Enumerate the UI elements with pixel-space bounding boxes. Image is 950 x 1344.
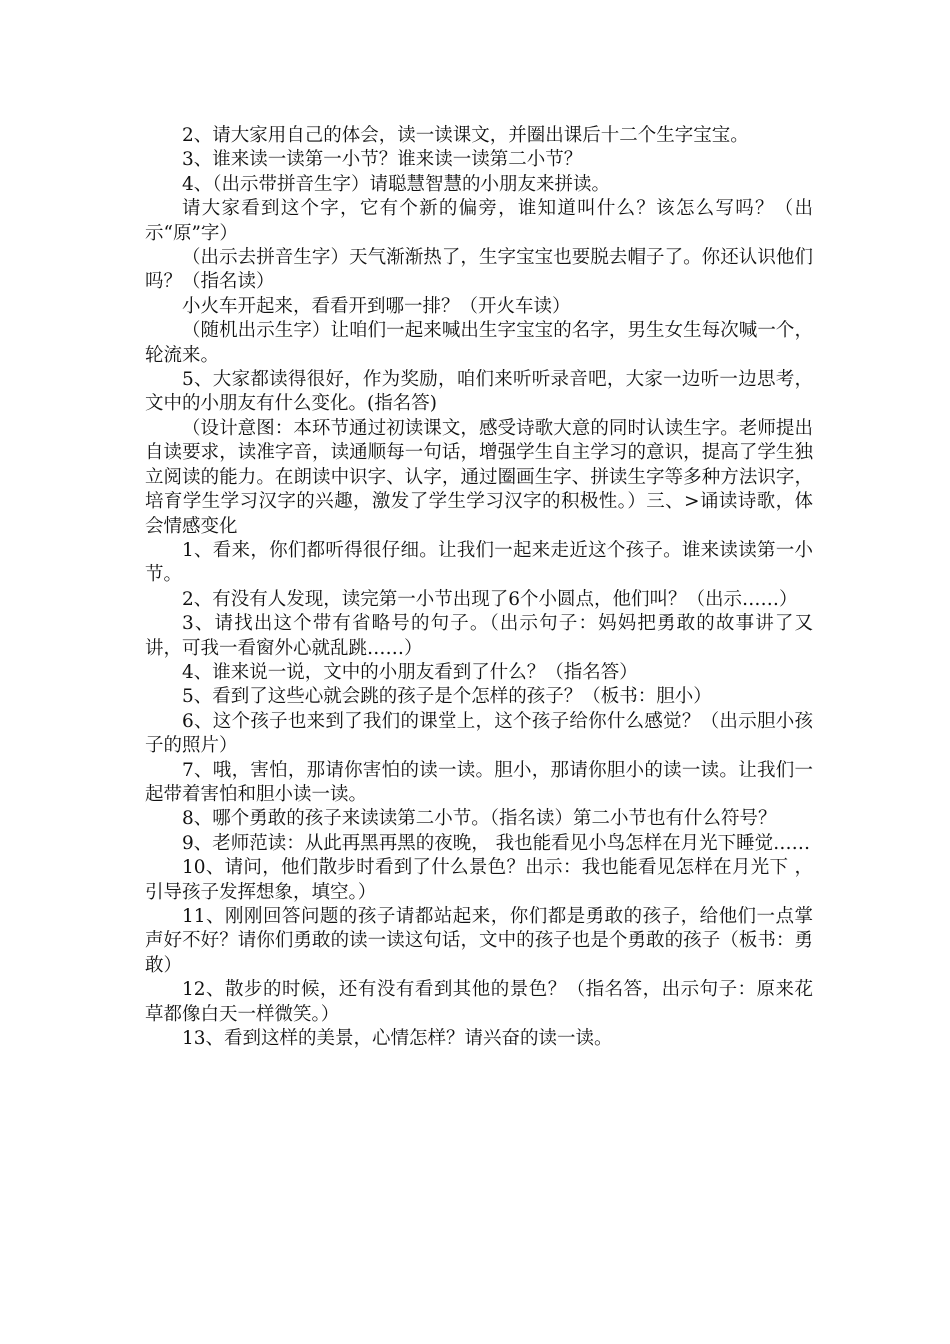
paragraph-17: 8、哪个勇敢的孩子来读读第二小节。（指名读）第二小节也有什么符号？ (182, 808, 777, 830)
paragraph-9: （设计意图：本环节通过初读课文，感受诗歌大意的同时认读生字。老师提出自读要求，读准字音，读通顺每一句话，增强学生自主学习的意识，提高了学生独立阅读的能力。在朗读中识字、认字，通过圈画生字、拼读生字等多种方法识字，培育学生学习汉字的兴趣，激发了学生学习汉字的积极性。）三、>诵读诗歌，体会情感变化 (145, 417, 813, 537)
paragraph-11: 2、有没有人发现，读完第一小节出现了6个小圆点，他们叫？（出示……） (182, 588, 798, 610)
paragraph-12: 3、请找出这个带有省略号的句子。（出示句子：妈妈把勇敢的故事讲了又讲，可我一看窗外心就乱跳……） (145, 613, 813, 659)
paragraph-15: 6、这个孩子也来到了我们的课堂上，这个孩子给你什么感觉？（出示胆小孩子的照片） (145, 710, 813, 757)
paragraph-2: 3、谁来读一读第一小节？谁来读一读第二小节？ (182, 149, 583, 171)
paragraph-5: （出示去拼音生字）天气渐渐热了，生字宝宝也要脱去帽子了。你还认识他们吗？（指名读） (145, 247, 813, 293)
paragraph-14: 5、看到了这些心就会跳的孩子是个怎样的孩子？（板书：胆小） (182, 686, 712, 708)
paragraph-22: 13、看到这样的美景，心情怎样？请兴奋的读一读。 (182, 1028, 613, 1050)
paragraph-21: 12、散步的时候，还有没有看到其他的景色？（指名答，出示句子：原来花草都像白天一样微笑。） (145, 979, 813, 1025)
paragraph-13: 4、谁来说一说，文中的小朋友看到了什么？（指名答） (182, 661, 638, 683)
paragraph-10: 1、看来，你们都听得很仔细。让我们一起来走近这个孩子。谁来读读第一小节。 (145, 539, 813, 586)
paragraph-19: 10、请问，他们散步时看到了什么景色？出示：我也能看见怎样在月光下 ，引导孩子发挥想象，填空。） (145, 857, 813, 903)
paragraph-4: 请大家看到这个字，它有个新的偏旁，谁知道叫什么？该怎么写吗？（出示“原”字） (145, 198, 813, 244)
paragraph-3: 4、（出示带拼音生字）请聪慧智慧的小朋友来拼读。 (182, 173, 611, 195)
paragraph-8: 5、大家都读得很好，作为奖励，咱们来听听录音吧，大家一边听一边思考，文中的小朋友有什么变化。(指名答) (145, 369, 813, 415)
paragraph-20: 11、刚刚回答问题的孩子请都站起来，你们都是勇敢的孩子，给他们一点掌声好不好？请你们勇敢的读一读这句话，文中的孩子也是个勇敢的孩子（板书：勇敢） (145, 906, 813, 976)
paragraph-18: 9、老师范读：从此再黑再黑的夜晚， 我也能看见小鸟怎样在月光下睡觉…… (182, 832, 811, 854)
paragraph-16: 7、哦，害怕，那请你害怕的读一读。胆小，那请你胆小的读一读。让我们一起带着害怕和胆小读一读。 (145, 759, 813, 805)
paragraph-7: （随机出示生字）让咱们一起来喊出生字宝宝的名字，男生女生每次喊一个，轮流来。 (145, 320, 813, 366)
paragraph-6: 小火车开起来，看看开到哪一排？（开火车读） (182, 295, 571, 317)
document-page (145, 124, 813, 1051)
paragraph-1: 2、请大家用自己的体会，读一读课文，并圈出课后十二个生字宝宝。 (182, 125, 749, 146)
